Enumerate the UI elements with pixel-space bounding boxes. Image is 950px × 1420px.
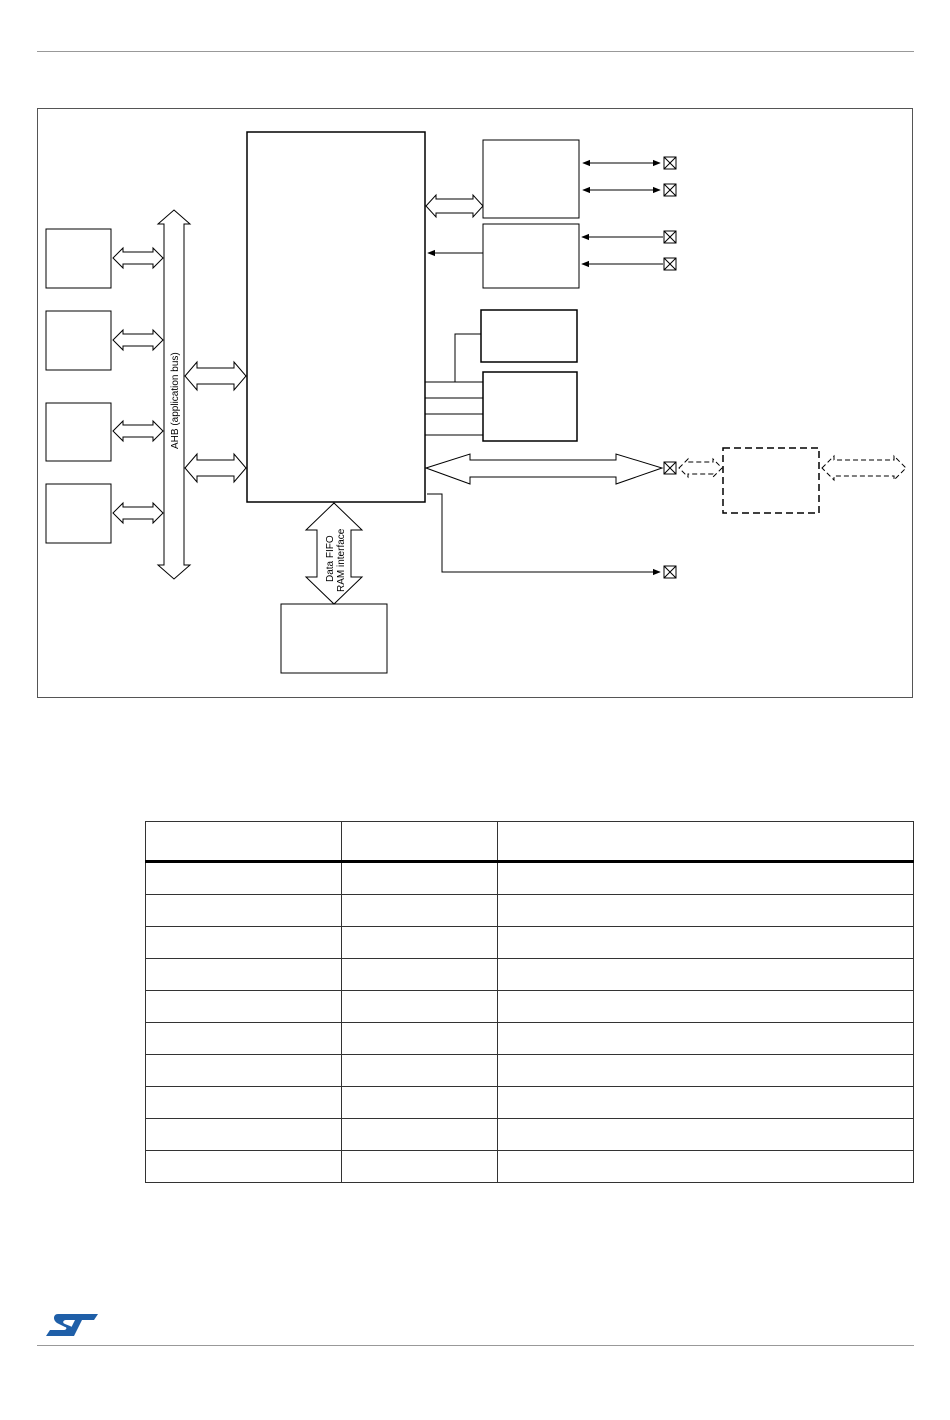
table-row (146, 895, 914, 927)
table-cell (146, 1119, 342, 1151)
table-cell (342, 927, 498, 959)
pin-external-dashed-arrow (679, 459, 722, 477)
table-cell (498, 959, 914, 991)
pin-icon (664, 462, 676, 474)
table-header-cell (342, 822, 498, 862)
table-row (146, 1151, 914, 1183)
bus-core-arrow-2 (185, 454, 246, 482)
table-row (146, 1119, 914, 1151)
signal-table (145, 821, 914, 1183)
core-block1-arrow (426, 195, 483, 217)
table-cell (342, 959, 498, 991)
table-cell (146, 991, 342, 1023)
table-cell (146, 1087, 342, 1119)
footer-rule (37, 1345, 914, 1346)
core-pin-big-arrow (426, 454, 662, 484)
table-cell (342, 1055, 498, 1087)
table-cell (146, 959, 342, 991)
table-cell (498, 1023, 914, 1055)
table-header-cell (498, 822, 914, 862)
right-block-2 (483, 224, 579, 288)
table-cell (342, 1119, 498, 1151)
pin-icon (664, 258, 676, 270)
table-row (146, 991, 914, 1023)
table-cell (498, 1151, 914, 1183)
ahb-bus-label: AHB (application bus) (170, 352, 181, 449)
pin-icon (664, 231, 676, 243)
table-row (146, 1023, 914, 1055)
table-cell (146, 927, 342, 959)
peripheral-block-4 (46, 484, 111, 543)
table-cell (342, 1151, 498, 1183)
pin-icon (664, 157, 676, 169)
peripheral-block-1 (46, 229, 111, 288)
right-block-1 (483, 140, 579, 218)
core-bottom-arrow (427, 494, 660, 572)
pin-icon (664, 184, 676, 196)
table-cell (498, 927, 914, 959)
table-cell (146, 862, 342, 895)
table-cell (498, 895, 914, 927)
peripheral-block-3 (46, 403, 111, 461)
table-cell (498, 1087, 914, 1119)
right-block-3 (481, 310, 577, 362)
table-cell (146, 1023, 342, 1055)
block3-bus-arrow (113, 421, 163, 441)
table-cell (342, 991, 498, 1023)
block2-bus-arrow (113, 330, 163, 350)
peripheral-block-2 (46, 311, 111, 370)
table-row (146, 927, 914, 959)
table-cell (342, 895, 498, 927)
fifo-label-line1: Data FIFO (325, 535, 336, 582)
core-block (247, 132, 425, 502)
pin-icon (664, 566, 676, 578)
table-cell (498, 862, 914, 895)
table-cell (342, 862, 498, 895)
block3-connector (425, 334, 481, 382)
external-out-dashed-arrow (822, 456, 906, 480)
external-block-dashed (723, 448, 819, 513)
table-cell (498, 1055, 914, 1087)
block4-bus-arrow (113, 503, 163, 523)
table-row (146, 862, 914, 895)
table-row (146, 1055, 914, 1087)
fifo-ram-block (281, 604, 387, 673)
table-cell (146, 1151, 342, 1183)
fifo-label-line2: RAM interface (336, 528, 347, 592)
table-cell (146, 895, 342, 927)
table-cell (498, 991, 914, 1023)
table-header-row (146, 822, 914, 862)
st-logo-icon (44, 1310, 100, 1340)
table-header-cell (146, 822, 342, 862)
table-cell (146, 1055, 342, 1087)
table-row (146, 959, 914, 991)
table-cell (498, 1119, 914, 1151)
table-cell (342, 1087, 498, 1119)
right-block-4 (483, 372, 577, 441)
bus-core-arrow-1 (185, 362, 246, 390)
table-row (146, 1087, 914, 1119)
table-cell (342, 1023, 498, 1055)
block1-bus-arrow (113, 248, 163, 268)
